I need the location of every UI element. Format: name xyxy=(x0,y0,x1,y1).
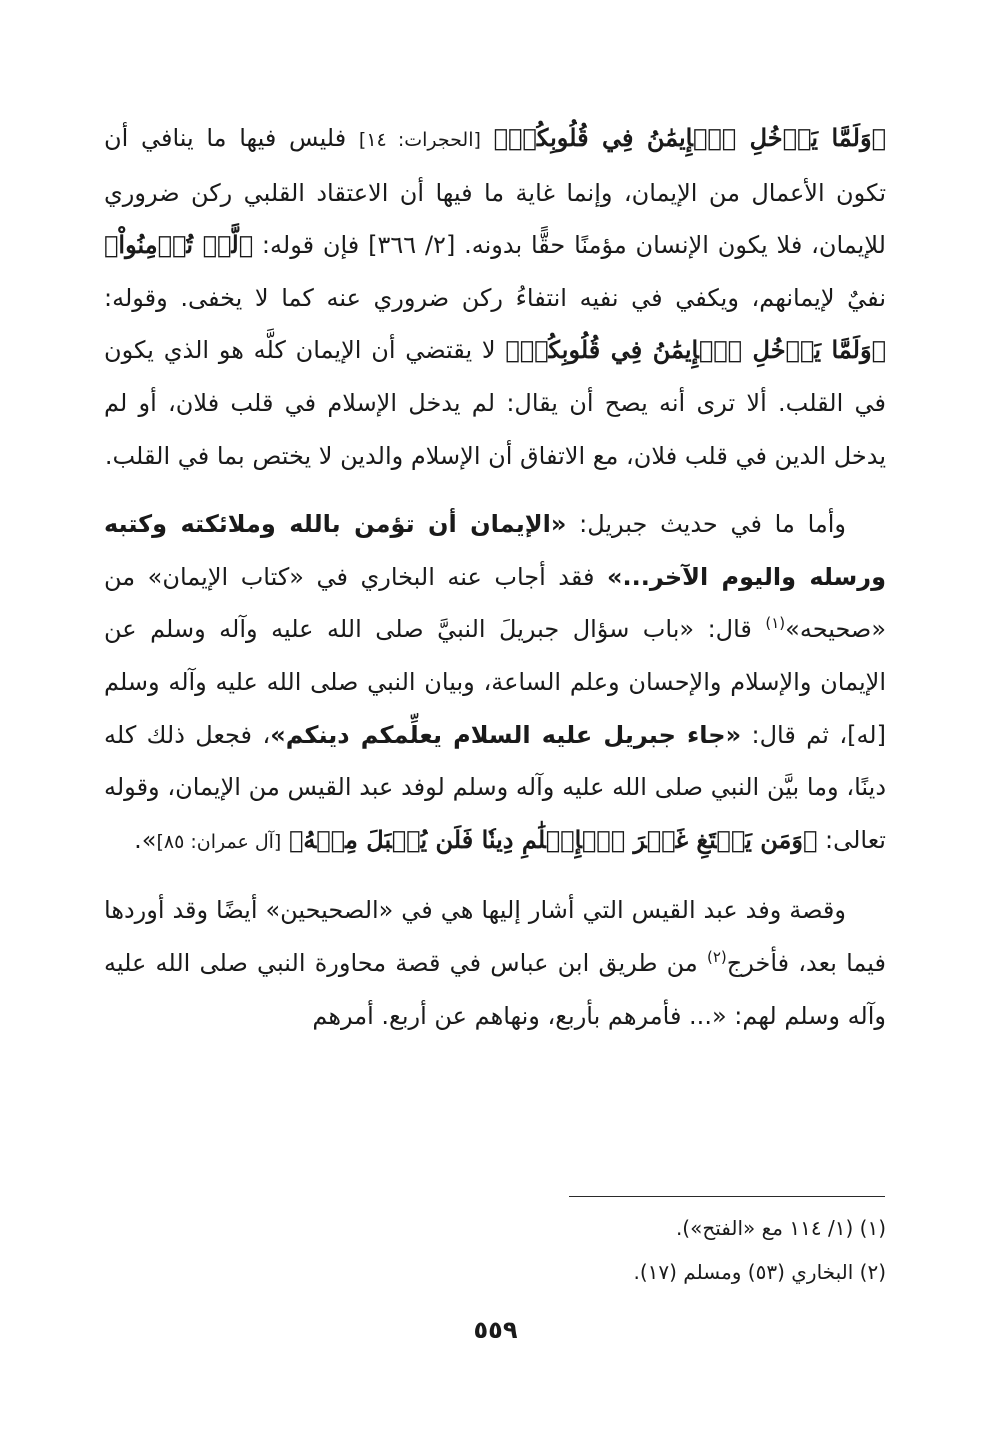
quran-verse: ﴿وَلَمَّا يَدۡخُلِ ٱلۡإِيمَٰنُ فِي قُلُوبِكُمۡ﴾ xyxy=(505,335,886,365)
body-text: فليس فيها ما ينافي أن تكون الأعمال من الإيمان، وإنما غاية ما فيها أن الاعتقاد القلبي ركن ضروري للإيمان، فلا يكون الإنسان مؤمنًا حقًّا بدونه. [٢/ ٣٦٦] فإن قوله: xyxy=(104,124,886,260)
footnote-divider xyxy=(569,1196,885,1197)
body-text: لا يقتضي أن الإيمان كلَّه هو الذي يكون في القلب. ألا ترى أنه يصح أن يقال: لم يدخل الإسلام في قلب فلان، أو لم يدخل الدين في قلب فلان، مع الاتفاق أن الإسلام والدين لا يختص بما في القلب. xyxy=(104,336,886,470)
body-text: وقصة وفد عبد القيس التي أشار إليها هي في «الصحيحين» أيضًا وقد أوردها فيما بعد، فأخرج xyxy=(104,896,886,977)
quran-verse: ﴿وَلَمَّا يَدۡخُلِ ٱلۡإِيمَٰنُ فِي قُلُوبِكُمۡ﴾ xyxy=(493,123,886,152)
quran-verse: ﴿لَّمۡ تُؤۡمِنُواْ﴾ xyxy=(104,230,254,260)
body-text: ». xyxy=(134,825,157,854)
footnote-text: البخاري (٥٣) ومسلم (١٧). xyxy=(633,1260,854,1284)
quran-verse: ﴿وَمَن يَبۡتَغِ غَيۡرَ ٱلۡإِسۡلَٰمِ دِينٗا فَلَن يُقۡبَلَ مِنۡهُ﴾ xyxy=(288,824,818,854)
paragraph-2 xyxy=(104,498,886,868)
footnote-number: (١) xyxy=(859,1216,886,1240)
hadith-quote: «جاء جبريل عليه السلام يعلِّمكم دينكم» xyxy=(270,720,742,749)
body-text: من طريق ابن عباس في قصة محاورة النبي صلى الله عليه وآله وسلم لهم: «... فأمرهم بأربع، ونهاهم عن أربع. أمرهم xyxy=(104,948,886,1030)
footnote-text: (١/ ١١٤ مع «الفتح»). xyxy=(675,1216,854,1240)
hadith-quote: «الإيمان أن تؤمن بالله وملائكته وكتبه ورسله واليوم الآخر...» xyxy=(104,510,887,591)
footnote-marker[interactable]: (٢) xyxy=(706,947,727,966)
paragraph-3 xyxy=(104,884,886,1042)
footnote-item xyxy=(104,1206,886,1250)
footnote-item xyxy=(104,1250,886,1294)
page-number: ٥٥٩ xyxy=(473,1316,518,1344)
body-text: وأما ما في حديث جبريل: xyxy=(579,510,846,539)
body-text: قال: «باب سؤال جبريلَ النبيَّ صلى الله عليه وآله وسلم عن الإيمان والإسلام والإحسان وعلم الساعة، وبيان النبي صلى الله عليه وآله وسلم [له]، ثم قال: xyxy=(104,615,886,749)
footnote-marker[interactable]: (١) xyxy=(765,614,786,633)
footnotes xyxy=(104,1206,886,1294)
verse-reference: [الحجرات: ١٤] xyxy=(358,129,481,151)
body-text: ، فجعل ذلك كله دينًا، وما بيَّن النبي صلى الله عليه وآله وسلم لوفد عبد القيس من الإيمان، وقوله تعالى: xyxy=(104,720,886,854)
paragraph-1 xyxy=(104,112,886,482)
page-body xyxy=(104,112,886,1042)
body-text: فقد أجاب عنه البخاري في «كتاب الإيمان» من «صحيحه» xyxy=(104,562,886,644)
body-text: نفيٌ لإيمانهم، ويكفي في نفيه انتفاءُ ركن ضروري عنه كما لا يخفى. وقوله: xyxy=(104,283,886,312)
verse-reference: [آل عمران: ٨٥] xyxy=(156,830,282,853)
footnote-number: (٢) xyxy=(859,1260,886,1284)
